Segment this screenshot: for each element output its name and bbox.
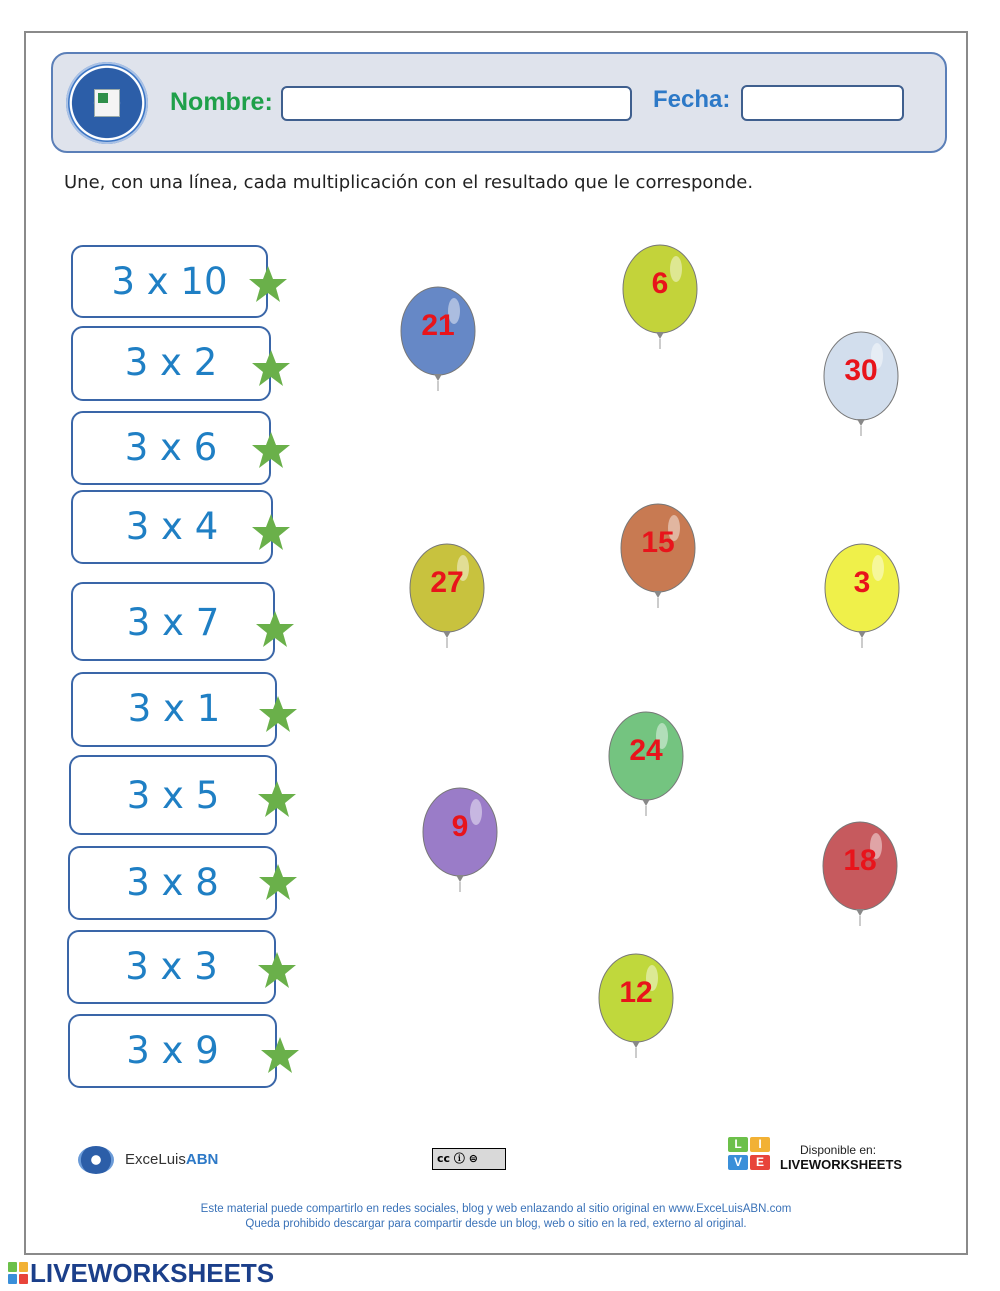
multiplication-text: 3 x 2 (124, 341, 218, 384)
balloon-number: 15 (641, 526, 675, 559)
footer-brand-suffix: ABN (185, 1151, 219, 1168)
connector-star-icon[interactable] (255, 609, 295, 649)
liveworksheets-brand[interactable]: LIVEWORKSHEETS (30, 1258, 275, 1288)
balloon-answer[interactable] (596, 952, 676, 1062)
fecha-label: Fecha: (653, 86, 731, 113)
multiplication-text: 3 x 5 (126, 774, 220, 817)
connector-star-icon[interactable] (251, 430, 291, 470)
notice-line-2: Queda prohibido descargar para compartir desde un blog, web o sitio en la red, externo al original. (245, 1218, 747, 1230)
footer-brand-prefix: ExceLuis (125, 1151, 186, 1168)
balloon-answer[interactable] (618, 502, 698, 612)
multiplication-box-5[interactable] (71, 582, 275, 661)
balloon-answer[interactable] (822, 542, 902, 652)
balloon-number: 21 (421, 309, 455, 342)
lw-letter: V (728, 1155, 748, 1170)
exceluis-logo-icon (66, 62, 148, 144)
balloon-answer[interactable] (606, 710, 686, 820)
multiplication-box-3[interactable] (71, 411, 271, 485)
multiplication-text: 3 x 4 (125, 505, 219, 548)
balloon-number: 6 (651, 267, 669, 300)
multiplication-text: 3 x 9 (126, 1029, 219, 1072)
lw-name-text: LIVEWORKSHEETS (780, 1157, 903, 1172)
connector-star-icon[interactable] (248, 264, 288, 304)
exceluis-small-logo-icon (78, 1146, 114, 1174)
lw-letter: I (750, 1137, 770, 1152)
connector-star-icon[interactable] (258, 694, 298, 734)
multiplication-box-10[interactable] (68, 1014, 277, 1088)
footer-brand (125, 1151, 218, 1168)
balloon-number: 24 (629, 734, 663, 767)
balloon-number: 3 (853, 566, 871, 599)
creative-commons-badge-icon: cc ⓘ ⊜ (432, 1148, 506, 1170)
instructions-text: Une, con una línea, cada multiplicación con el resultado que le corresponde. (64, 172, 754, 193)
lw-letter: L (728, 1137, 748, 1152)
balloon-answer[interactable] (821, 330, 901, 440)
balloon-number: 9 (451, 810, 469, 843)
nombre-label: Nombre: (170, 88, 273, 116)
balloon-answer[interactable] (820, 820, 900, 930)
balloon-answer[interactable] (620, 243, 700, 353)
connector-star-icon[interactable] (260, 1035, 300, 1075)
connector-star-icon[interactable] (257, 779, 297, 819)
multiplication-text: 3 x 6 (124, 426, 218, 469)
multiplication-box-7[interactable] (69, 755, 277, 835)
multiplication-text: 3 x 1 (127, 687, 221, 730)
balloon-number: 27 (430, 566, 464, 599)
multiplication-text: 3 x 7 (126, 601, 220, 644)
notice-line-1: Este material puede compartirlo en redes sociales, blog y web enlazando al sitio original en www.ExceLuisABN.com (200, 1203, 792, 1215)
balloon-number: 12 (619, 976, 653, 1009)
balloon-number: 30 (844, 354, 878, 387)
lw-available-text: Disponible en: (800, 1143, 877, 1157)
balloon-number: 18 (843, 844, 877, 877)
connector-star-icon[interactable] (251, 348, 291, 388)
multiplication-box-8[interactable] (68, 846, 277, 920)
multiplication-text: 3 x 8 (126, 861, 219, 904)
multiplication-box-9[interactable] (67, 930, 276, 1004)
multiplication-text: 3 x 3 (125, 945, 218, 988)
lw-letter: E (750, 1155, 770, 1170)
multiplication-box-2[interactable] (71, 326, 271, 401)
multiplication-box-6[interactable] (71, 672, 277, 747)
balloon-answer[interactable] (398, 285, 478, 395)
connector-star-icon[interactable] (251, 512, 291, 552)
cc-label: cc (437, 1152, 451, 1165)
multiplication-text: 3 x 10 (111, 260, 228, 303)
liveworksheets-logo-icon (728, 1137, 772, 1171)
fecha-input[interactable] (741, 85, 904, 121)
multiplication-box-1[interactable] (71, 245, 268, 318)
balloon-answer[interactable] (407, 542, 487, 652)
nombre-input[interactable] (281, 86, 632, 121)
connector-star-icon[interactable] (257, 950, 297, 990)
balloon-answer[interactable] (420, 786, 500, 896)
liveworksheets-small-icon (8, 1262, 28, 1284)
connector-star-icon[interactable] (258, 862, 298, 902)
multiplication-box-4[interactable] (71, 490, 273, 564)
